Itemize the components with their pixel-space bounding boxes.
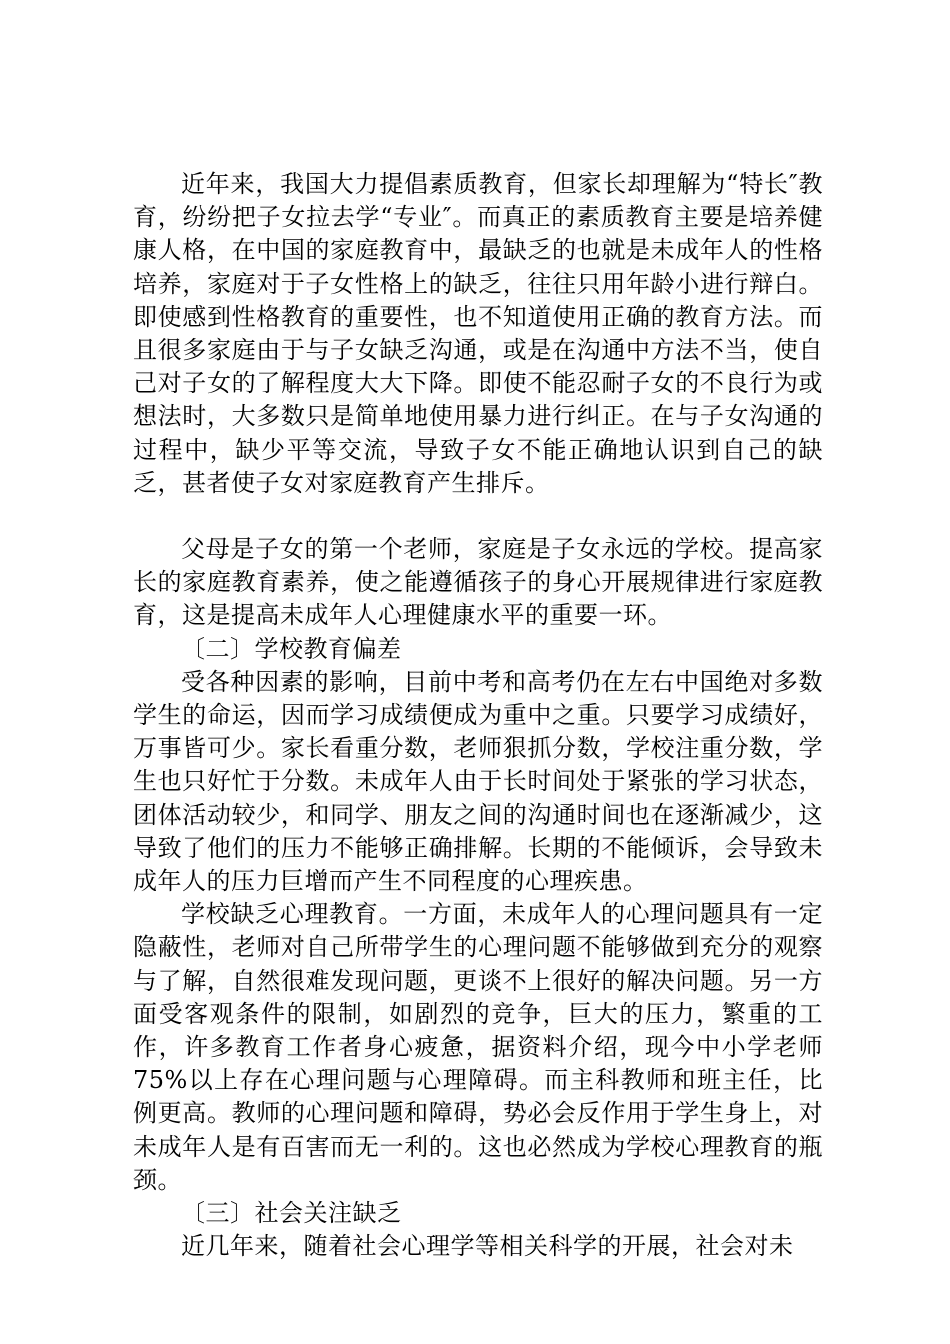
paragraph-school-psychology: 学校缺乏心理教育。一方面，未成年人的心理问题具有一定隐蔽性，老师对自己所带学生的心理问题不能够做到充分的观察与了解，自然很难发现问题，更谈不上很好的解决问题。另一方面受客观条件的限制，如剧烈的竞争，巨大的压力，繁重的工作，许多教育工作者身心疲惫，据资料介绍，现今中小学老师75%以上存在心理问题与心理障碍。而主科教师和班主任，比例更高。教师的心理问题和障碍，势必会反作用于学生身上，对未成年人是有百害而无一利的。这也必然成为学校心理教育的瓶颈。 [133, 900, 823, 1194]
section-heading-school-education: 〔二〕学校教育偏差 [181, 634, 402, 663]
paragraph-spacer [133, 500, 823, 533]
paragraph-social-psychology: 近几年来，随着社会心理学等相关科学的开展，社会对未 [181, 1232, 794, 1261]
paragraph-exam-pressure: 受各种因素的影响，目前中考和高考仍在左右中国绝对多数学生的命运，因而学习成绩便成为重中之重。只要学习成绩好，万事皆可少。家长看重分数，老师狠抓分数，学校注重分数，学生也只好忙于分数。未成年人由于长时间处于紧张的学习状态，团体活动较少，和同学、朋友之间的沟通时间也在逐渐减少，这导致了他们的压力不能够正确排解。长期的不能倾诉，会导致未成年人的压力巨增而产生不同程度的心理疾患。 [133, 667, 823, 896]
paragraph-family-education: 近年来，我国大力提倡素质教育，但家长却理解为“特长″教育，纷纷把子女拉去学“专业″。而真正的素质教育主要是培养健康人格，在中国的家庭教育中，最缺乏的也就是未成年人的性格培养，家庭对于子女性格上的缺乏，往往只用年龄小进行辩白。即使感到性格教育的重要性，也不知道使用正确的教育方法。而且很多家庭由于与子女缺乏沟通，或是在沟通中方法不当，使自己对子女的了解程度大大下降。即使不能忍耐子女的不良行为或想法时，大多数只是简单地使用暴力进行纠正。在与子女沟通的过程中，缺少平等交流，导致子女不能正确地认识到自己的缺乏，甚者使子女对家庭教育产生排斥。 [133, 170, 823, 497]
document-body [133, 168, 823, 1264]
paragraph-parents-teachers: 父母是子女的第一个老师，家庭是子女永远的学校。提高家长的家庭教育素养，使之能遵循孩子的身心开展规律进行家庭教育，这是提高未成年人心理健康水平的重要一环。 [133, 535, 823, 630]
section-heading-social-attention: 〔三〕社会关注缺乏 [181, 1199, 402, 1228]
